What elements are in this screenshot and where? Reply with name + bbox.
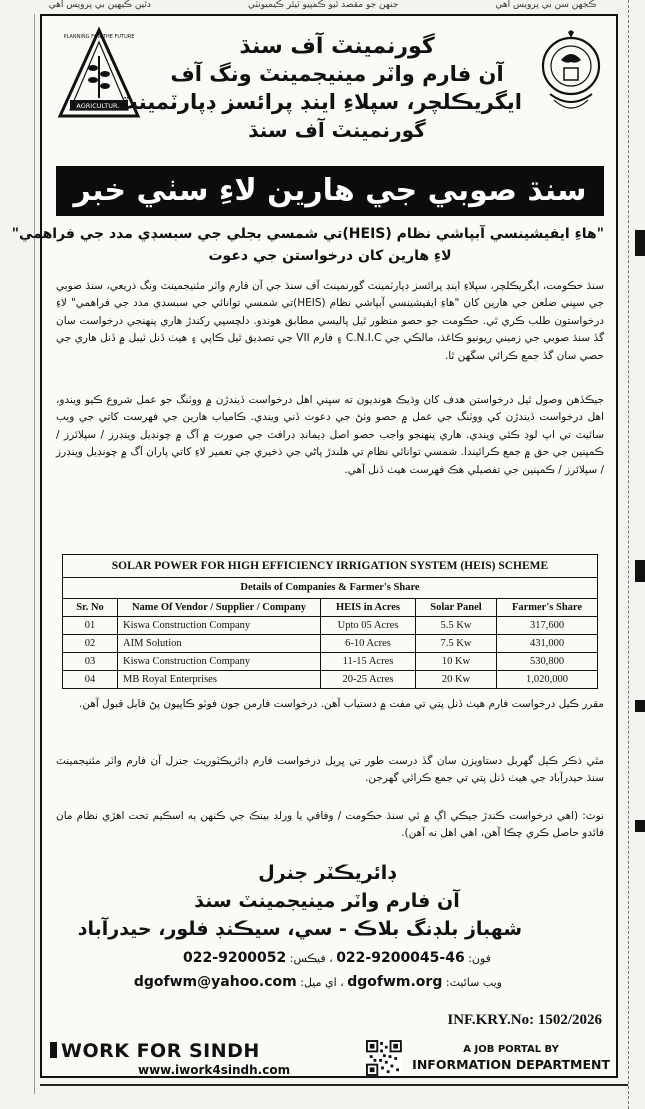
table-row xyxy=(63,671,597,689)
col-header-acres: HEIS in Acres xyxy=(321,599,416,617)
inf-number: INF.KRY.No: 1502/2026 xyxy=(447,1012,602,1028)
top-strip-right: دٿين ڪيھين بي پرويس آهي xyxy=(48,0,151,10)
right-column-edge xyxy=(628,0,645,1109)
paragraph-intro: سنڌ حڪومت، ايگريڪلچر، سپلاءِ اينڊ پرائسز ڊپارٽمينٽ گورنمينٽ آف سنڌ جي آن فارم واٽر مئنيجمينٽ ونگ ذريعي، سنڌ صوبي جي سڀني ضلعن جي هارين کان "هاءِ ايفيشينسي آبپاشي نظام (HEIS)تي شمسي توانائي جي سبسڊي مدد جي فراهمي" لاءِ درخواستون طلب ڪري ٿي. حڪومت جو حصو منظور ٿيل پاليسي مطابق هوندو. دلچسپي رکندڙ هاري پنهنجي درخواست سان گڏ سنڌ صوبي جي زميني ريونيو ڪاغذ، مالڪي جي C.N.I.C ۽ فارم VII جي تصديق ٿيل ڪاپي ۽ هيٺ ڏنل ٽيبل ۾ ڏنل هاري جي حصي سان گڏ جمع ڪرائي سگهن ٿا. xyxy=(56,280,604,362)
fax-number: 022-9200052 xyxy=(183,950,287,966)
footer-bar xyxy=(50,1038,610,1078)
cell-vendor: AIM Solution xyxy=(118,635,321,653)
cell-panel: 20 Kw xyxy=(416,671,497,689)
cell-sr: 02 xyxy=(63,635,118,653)
col-header-vendor: Name Of Vendor / Supplier / Company xyxy=(118,599,321,617)
brand-url[interactable]: www.iwork4sindh.com xyxy=(138,1063,291,1077)
table-row xyxy=(63,617,597,635)
cell-acres: 20-25 Acres xyxy=(321,671,416,689)
table-subtitle: Details of Companies & Farmer's Share xyxy=(63,578,597,599)
phone-number: 022-9200045-46 xyxy=(336,950,465,966)
qr-code-icon xyxy=(366,1039,402,1077)
contact-web-email xyxy=(133,974,502,990)
page-bottom-rule xyxy=(40,1084,628,1086)
sindh-emblem-logo xyxy=(538,30,604,118)
cell-sr: 03 xyxy=(63,653,118,671)
col-header-share: Farmer's Share xyxy=(497,599,598,617)
cell-panel: 7.5 Kw xyxy=(416,635,497,653)
cell-vendor: Kiswa Construction Company xyxy=(118,617,321,635)
subtitle-line-2: لاءِ هارين کان درخواستن جي دعوت xyxy=(208,248,452,264)
table-row xyxy=(63,653,597,671)
col-header-panel: Solar Panel xyxy=(416,599,497,617)
fax-label: ، فيڪس: xyxy=(289,952,333,965)
footer-brand xyxy=(50,1038,356,1078)
cell-share: 530,800 xyxy=(497,653,598,671)
phone-label: فون: xyxy=(468,952,491,965)
cell-sr: 01 xyxy=(63,617,118,635)
cell-acres: 6-10 Acres xyxy=(321,635,416,653)
paragraph-selection: جيڪڏهن وصول ٿيل درخواستن هدف کان وڌيڪ هونديون ته سڀني اهل درخواست ڏيندڙن ۾ ووٽنگ جو عمل شروع ڪيو ويندو، اهل درخواست ڏيندڙن کي ووٽنگ جي عمل ۾ حصو وٺڻ جي دعوت ڏني ويندي. ڪامياب هارين جي فهرست کاتي جي ويب سائيٽ تي اپ لوڊ ڪئي ويندي. هاري پنهنجو واجب حصو اصل ڊيمانڊ ڊرافٽ جي صورت ۾ آگ ۾ چونڊيل وينڊرز / سپلائرز / ڪمپنين جي حق ۾ جمع ڪرائيندا. شمسي توانائي نظام تي هلندڙ پاڻي جي ذخيري جي تعمير لاءِ کاتي پاران آگ ۾ چونڊيل وينڊرز / سپلائرز / ڪمپنين جي تفصيلي هڪ فهرست هيٺ ڏنل آهي. xyxy=(56,394,604,476)
right-column-mark xyxy=(635,560,645,582)
brand-i-icon xyxy=(50,1042,57,1058)
paragraph-forms: مقرر ڪيل درخواست فارم هيٺ ڏنل پتي تي مفت ۾ دستياب آهن. درخواست فارمن جون فوٽو ڪاپيون پڻ قابل قبول آهن. xyxy=(78,698,604,710)
email-label: ، اي ميل: xyxy=(300,976,344,989)
advertisement xyxy=(11,14,618,1078)
paragraph-submission: مٿي ذڪر ڪيل گهربل دستاويزن سان گڏ درست طور تي ڀريل درخواست فارم ڊائريڪٽوريٽ جنرل آن فارم واٽر مئنيجمينٽ سنڌ حيدرآباد جي هيٺ ڏنل پتي تي جمع ڪرائي گهرجن. xyxy=(56,755,604,785)
vendor-table-grid xyxy=(63,599,597,688)
top-strip-left: ڪجهن سن بي پرويس آهي xyxy=(495,0,597,10)
subtitle-line-1: "هاءِ ايفيشينسي آبپاشي نظام (HEIS)تي شمسي بجلي جي سبسڊي مدد جي فراهمي" xyxy=(11,226,604,242)
signatory-address: شهباز بلڊنگ بلاڪ - سي، سيڪنڊ فلور، حيدرآباد xyxy=(77,918,522,940)
header-line-1: گورنمينٽ آف سنڌ xyxy=(239,34,435,59)
website-link[interactable]: dgofwm.org xyxy=(347,974,443,990)
right-column-mark xyxy=(635,820,645,832)
header-line-3: ايگريڪلچر، سپلاءِ اينڊ پرائسز ڊپارٽمينٽ xyxy=(116,90,522,114)
cell-acres: 11-15 Acres xyxy=(321,653,416,671)
cell-share: 431,000 xyxy=(497,635,598,653)
table-title: SOLAR POWER FOR HIGH EFFICIENCY IRRIGATION SYSTEM (HEIS) SCHEME xyxy=(63,555,597,578)
top-strip xyxy=(0,0,645,12)
cell-sr: 04 xyxy=(63,671,118,689)
right-column-mark xyxy=(635,700,645,712)
col-header-sr: Sr. No xyxy=(63,599,118,617)
cell-panel: 5.5 Kw xyxy=(416,617,497,635)
signatory-office: آن فارم واٽر مينيجمينٽ سنڌ xyxy=(194,890,460,912)
brand-name: WORK FOR SINDH xyxy=(61,1040,260,1062)
signatory-title: ڊائريڪٽر جنرل xyxy=(258,862,396,884)
left-column-edge xyxy=(0,14,35,1094)
header-line-4: گورنمينٽ آف سنڌ xyxy=(248,118,426,142)
right-column-mark xyxy=(635,230,645,256)
email-link[interactable]: dgofwm@yahoo.com xyxy=(133,974,297,990)
website-label: ويب سائيٽ: xyxy=(445,976,502,989)
cell-acres: Upto 05 Acres xyxy=(321,617,416,635)
vendor-table xyxy=(62,554,598,689)
contact-phone-fax xyxy=(172,950,502,966)
logo-top-text: PLANNING FOR THE FUTURE xyxy=(63,34,135,40)
portal-line-2: INFORMATION DEPARTMENT xyxy=(412,1057,610,1072)
headline-banner: سنڌ صوبي جي هارين لاءِ سٺي خبر xyxy=(56,166,604,216)
cell-vendor: MB Royal Enterprises xyxy=(118,671,321,689)
cell-share: 317,600 xyxy=(497,617,598,635)
brand-logo xyxy=(50,1040,260,1062)
portal-line-1: A JOB PORTAL BY xyxy=(463,1044,559,1055)
header-line-2: آن فارم واٽر مينيجمينٽ ونگ آف xyxy=(170,62,504,86)
cell-share: 1,020,000 xyxy=(497,671,598,689)
cell-panel: 10 Kw xyxy=(416,653,497,671)
logo-bottom-text: AGRICULTURE xyxy=(76,102,122,110)
top-strip-middle: جنهن جو مقصد ٿيو ڪمپيو ٽيئر ڪيميونٽي xyxy=(248,0,399,10)
portal-label xyxy=(412,1044,610,1072)
table-row xyxy=(63,635,597,653)
cell-vendor: Kiswa Construction Company xyxy=(118,653,321,671)
paragraph-note: نوٽ: (اهي درخواست ڪندڙ جيڪي اڳ ۾ ئي سنڌ حڪومت / وفاقي يا ورلڊ بينڪ جي ڪنهن ٻه اسڪيم تحت اهڙي نظام مان فائدو حاصل ڪري چڪا آهن، اهي اهل نه آهن). xyxy=(56,810,604,840)
table-header-row xyxy=(63,599,597,617)
